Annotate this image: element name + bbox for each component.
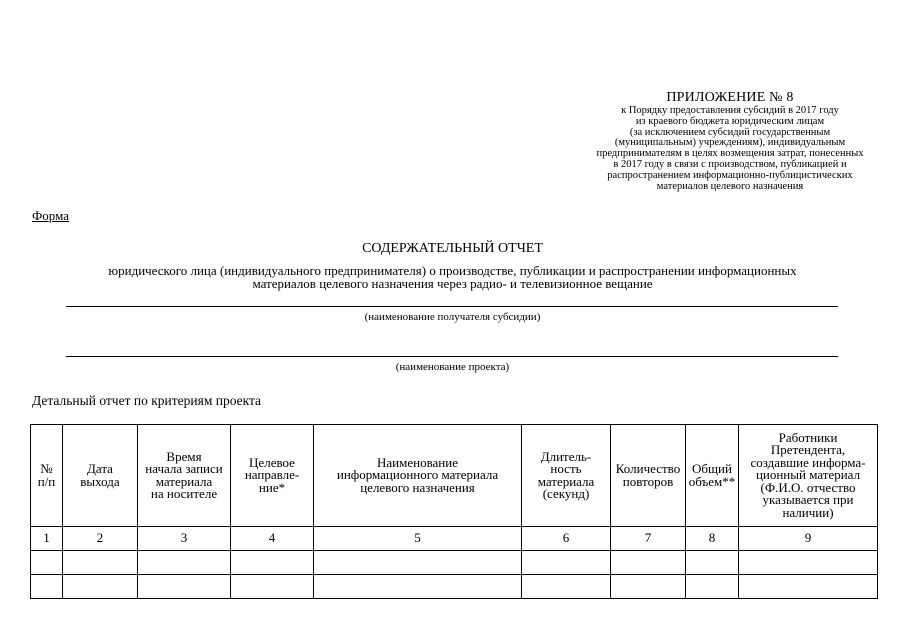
table-cell[interactable] [314, 575, 522, 599]
appendix-line: из краевого бюджета юридическим лицам [635, 115, 825, 127]
appendix-line: предпринимателям в целях возмещения затрат, понесенных [596, 148, 864, 160]
report-subtitle-line: материалов целевого назначения через радио- и телевизионное вещание [252, 276, 653, 291]
header-cell-target-direction: Целевое направле- ние* [231, 425, 314, 527]
column-number: 4 [231, 527, 314, 551]
column-number: 6 [522, 527, 611, 551]
table-cell[interactable] [611, 575, 686, 599]
column-number: 1 [31, 527, 63, 551]
column-number: 7 [611, 527, 686, 551]
table-cell[interactable] [138, 575, 231, 599]
recipient-caption: (наименование получателя субсидии) [364, 311, 541, 323]
table-cell[interactable] [314, 551, 522, 575]
column-number: 2 [63, 527, 138, 551]
project-name-line[interactable] [66, 356, 838, 357]
table-cell[interactable] [231, 575, 314, 599]
header-cell-repeats: Количество повторов [611, 425, 686, 527]
column-number: 3 [138, 527, 231, 551]
header-cell-recording-time: Время начала записи материала на носителе [138, 425, 231, 527]
table-cell[interactable] [31, 551, 63, 575]
report-table [30, 424, 878, 599]
table-cell[interactable] [739, 575, 878, 599]
table-cell[interactable] [522, 575, 611, 599]
detail-report-label: Детальный отчет по критериям проекта [32, 393, 262, 408]
recipient-name-line[interactable] [66, 306, 838, 307]
header-cell-date: Дата выхода [63, 425, 138, 527]
report-subtitle [40, 264, 865, 290]
table-cell[interactable] [686, 551, 739, 575]
appendix-line: (за исключением субсидий государственным [629, 126, 831, 138]
table-cell[interactable] [138, 551, 231, 575]
header-cell-number: № п/п [31, 425, 63, 527]
project-caption: (наименование проекта) [395, 361, 510, 373]
appendix-line: (муниципальным) учреждениям), индивидуальным [614, 137, 846, 149]
report-subtitle-line: юридического лица (индивидуального предпринимателя) о производстве, публикации и распространении информационных [108, 263, 797, 278]
table-cell[interactable] [231, 551, 314, 575]
table-cell[interactable] [739, 551, 878, 575]
appendix-line: в 2017 году в связи с производством, публикацией и [613, 158, 847, 170]
header-cell-material-name: Наименование информационного материала целевого назначения [314, 425, 522, 527]
table-row [31, 575, 878, 599]
header-cell-workers: Работники Претендента, создавшие информа- ционный материал (Ф.И.О. отчество указывается при наличии) [739, 425, 878, 527]
appendix-title: ПРИЛОЖЕНИЕ № 8 [666, 90, 794, 105]
table-cell[interactable] [686, 575, 739, 599]
header-cell-duration: Длитель- ность материала (секунд) [522, 425, 611, 527]
column-number-row [31, 527, 878, 551]
table-cell[interactable] [63, 551, 138, 575]
table-header-row [31, 425, 878, 527]
table-cell[interactable] [522, 551, 611, 575]
appendix-block [520, 90, 900, 192]
header-cell-total-volume: Общий объем** [686, 425, 739, 527]
column-number: 8 [686, 527, 739, 551]
table-cell[interactable] [63, 575, 138, 599]
table-cell[interactable] [31, 575, 63, 599]
table-cell[interactable] [611, 551, 686, 575]
report-title: СОДЕРЖАТЕЛЬНЫЙ ОТЧЕТ [362, 241, 543, 256]
appendix-line: распространением информационно-публицистических [607, 169, 853, 181]
column-number: 5 [314, 527, 522, 551]
table-row [31, 551, 878, 575]
appendix-line: к Порядку предоставления субсидий в 2017 году [621, 105, 839, 116]
form-label: Форма [32, 208, 69, 223]
column-number: 9 [739, 527, 878, 551]
appendix-line: материалов целевого назначения [656, 180, 804, 192]
